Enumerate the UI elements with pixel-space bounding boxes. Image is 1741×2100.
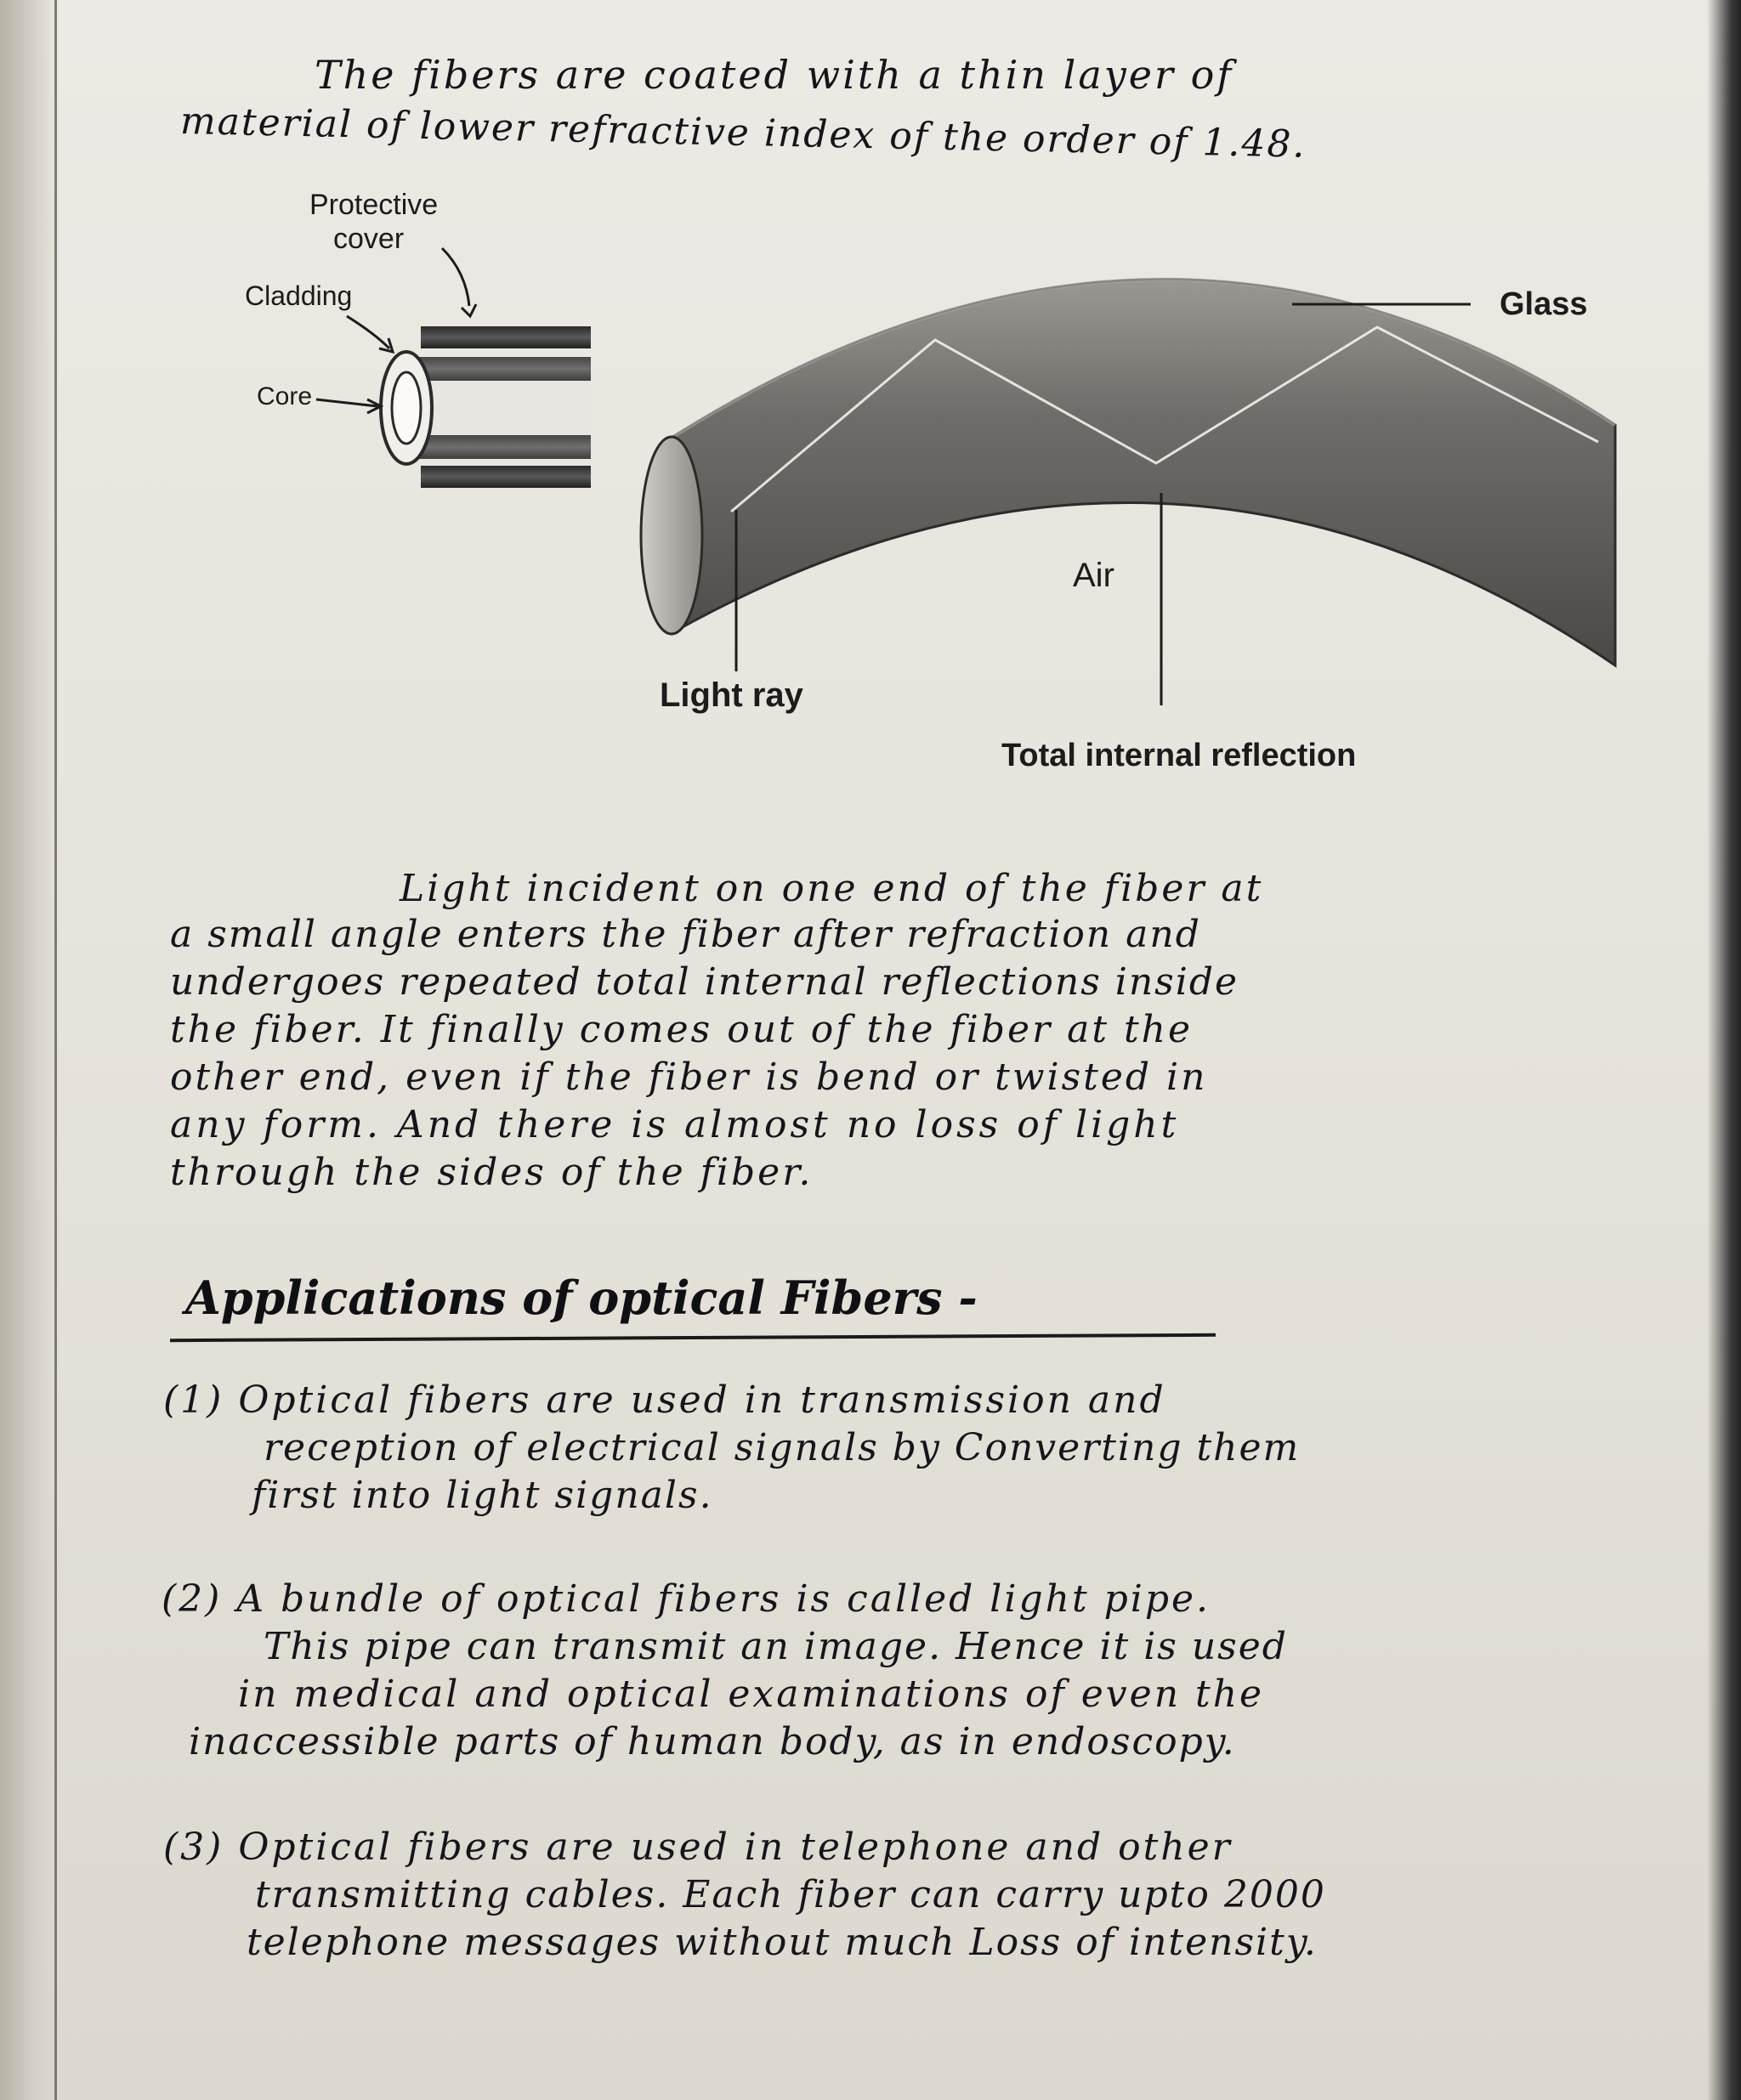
label-light-ray: Light ray — [660, 676, 803, 714]
intro-line-2: material of lower refractive index of the order of 1.48. — [179, 99, 1307, 167]
label-air: Air — [1073, 557, 1114, 594]
paragraph-line-2: a small angle enters the fiber after refraction and — [170, 913, 1201, 956]
application-1-line-2: reception of electrical signals by Converting them — [264, 1426, 1301, 1469]
intro-line-1: The fibers are coated with a thin layer of — [315, 52, 1234, 98]
application-3-line-3: telephone messages without much Loss of intensity. — [247, 1921, 1318, 1964]
cladding-arrow — [347, 316, 389, 348]
label-core: Core — [257, 382, 313, 410]
paragraph-line-7: through the sides of the fiber. — [170, 1151, 814, 1194]
protective-cover-arrow — [442, 248, 469, 306]
heading-underline — [170, 1333, 1216, 1342]
application-3-line-2: transmitting cables. Each fiber can carry upto 2000 — [255, 1873, 1326, 1916]
applications-heading: Applications of optical Fibers - — [185, 1271, 978, 1325]
protective-cover-bottom-band — [421, 466, 591, 488]
protective-cover-top-band — [421, 326, 591, 348]
fiber-end-face — [641, 437, 702, 634]
fiber-body — [672, 280, 1615, 665]
application-2-line-3: in medical and optical examinations of even the — [238, 1673, 1265, 1716]
paragraph-line-5: other end, even if the fiber is bend or twisted in — [170, 1056, 1208, 1099]
paragraph-line-4: the fiber. It finally comes out of the fiber at the — [170, 1008, 1194, 1051]
paragraph-line-3: undergoes repeated total internal reflections inside — [170, 960, 1239, 1004]
label-total-internal-reflection: Total internal reflection — [1001, 738, 1357, 773]
cable-cross-section — [316, 248, 591, 488]
core-ring — [392, 372, 421, 444]
label-glass: Glass — [1500, 286, 1588, 322]
label-cladding: Cladding — [245, 280, 353, 311]
application-2-line-1: (2) A bundle of optical fibers is called light pipe. — [162, 1577, 1211, 1621]
application-1-line-1: (1) Optical fibers are used in transmission and — [163, 1378, 1166, 1422]
paragraph-line-6: any form. And there is almost no loss of light — [170, 1103, 1180, 1146]
application-3-line-1: (3) Optical fibers are used in telephone and other — [163, 1825, 1233, 1869]
label-protective-cover-line-1: Protective — [309, 189, 439, 221]
core-body — [408, 381, 591, 435]
label-protective-cover-line-2: cover — [333, 223, 405, 255]
application-2-line-4: inaccessible parts of human body, as in endoscopy. — [189, 1720, 1236, 1763]
application-1-line-3: first into light signals. — [252, 1474, 713, 1517]
bent-fiber — [641, 280, 1615, 705]
paragraph-line-1: Light incident on one end of the fiber at — [400, 867, 1264, 910]
application-2-line-2: This pipe can transmit an image. Hence it is used — [264, 1625, 1288, 1668]
